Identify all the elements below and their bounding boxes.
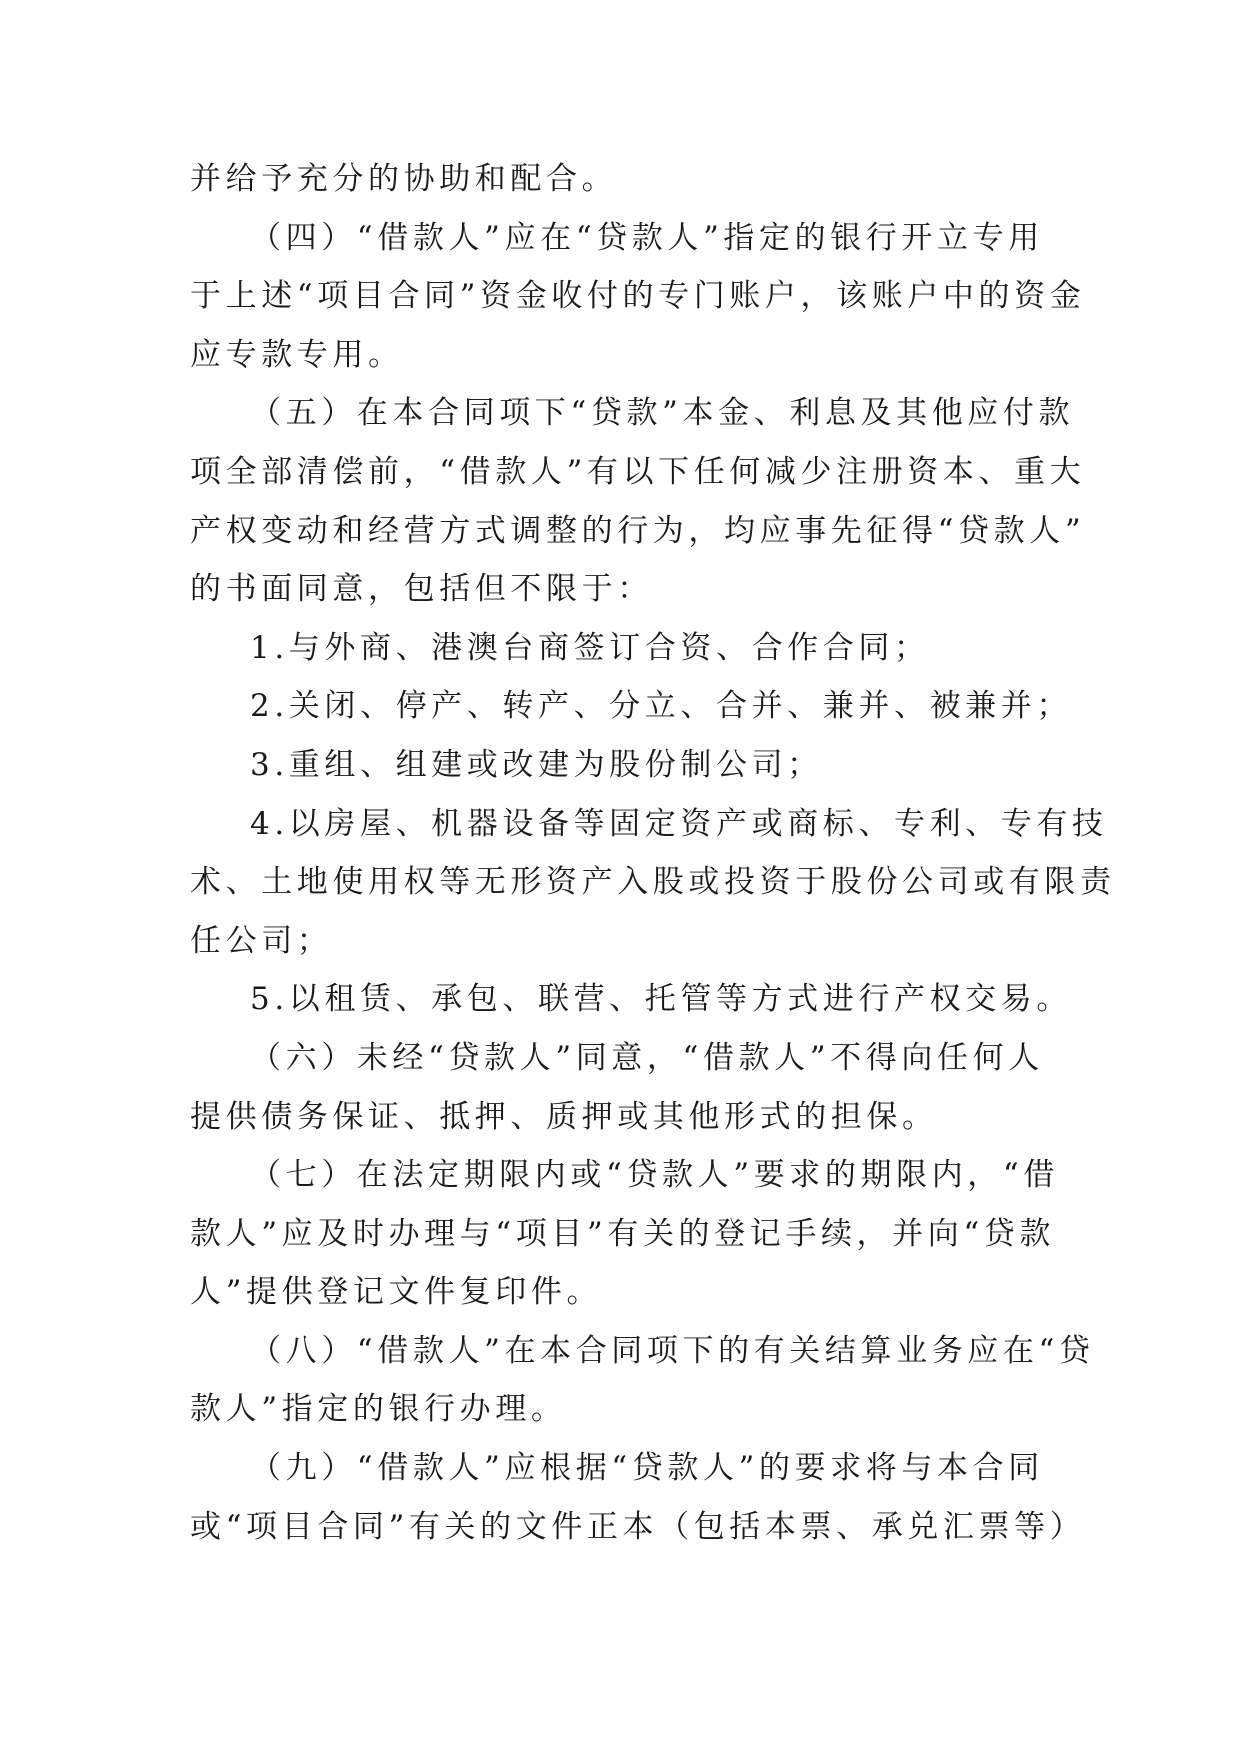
text-line: 项全部清偿前，“借款人”有以下任何减少注册资本、重大	[190, 453, 1086, 490]
text-line: 的书面同意，包括但不限于：	[190, 571, 653, 608]
text-line: 款人”应及时办理与“项目”有关的登记手续，并向“贷款	[190, 1215, 1055, 1252]
text-line: 并给予充分的协助和配合。	[190, 161, 618, 197]
text-line: 术、土地使用权等无形资产入股或投资于股份公司或有限责	[190, 864, 1116, 901]
text-line: 于上述“项目合同”资金收付的专门账户，该账户中的资金	[190, 278, 1086, 315]
text-line: 款人”指定的银行办理。	[190, 1391, 567, 1428]
list-item: 4.以房屋、机器设备等固定资产或商标、专利、专有技	[250, 805, 1108, 842]
document-page	[190, 150, 1116, 1556]
text-line: （四）“借款人”应在“贷款人”指定的银行开立专用	[250, 219, 1044, 256]
text-line: 产权变动和经营方式调整的行为，均应事先征得“贷款人”	[190, 512, 1086, 549]
text-line: （八）“借款人”在本合同项下的有关结算业务应在“贷	[250, 1332, 1095, 1369]
text-line: （六）未经“贷款人”同意，“借款人”不得向任何人	[250, 1039, 1044, 1076]
text-line: 或“项目合同”有关的文件正本（包括本票、承兑汇票等）	[190, 1508, 1086, 1545]
text-line: 提供债务保证、抵押、质押或其他形式的担保。	[190, 1098, 938, 1135]
text-line: 应专款专用。	[190, 336, 404, 373]
text-line: （五）在本合同项下“贷款”本金、利息及其他应付款	[250, 395, 1075, 432]
list-item: 1.与外商、港澳台商签订合资、合作合同；	[250, 629, 930, 666]
text-line: 任公司；	[190, 922, 333, 959]
list-item: 2.关闭、停产、转产、分立、合并、兼并、被兼并；	[250, 688, 1072, 725]
list-item: 3.重组、组建或改建为股份制公司；	[250, 746, 823, 783]
text-line: （七）在法定期限内或“贷款人”要求的期限内，“借	[250, 1157, 1059, 1194]
text-line: 人”提供登记文件复印件。	[190, 1274, 603, 1311]
text-line: （九）“借款人”应根据“贷款人”的要求将与本合同	[250, 1450, 1044, 1487]
list-item: 5.以租赁、承包、联营、托管等方式进行产权交易。	[250, 981, 1072, 1018]
